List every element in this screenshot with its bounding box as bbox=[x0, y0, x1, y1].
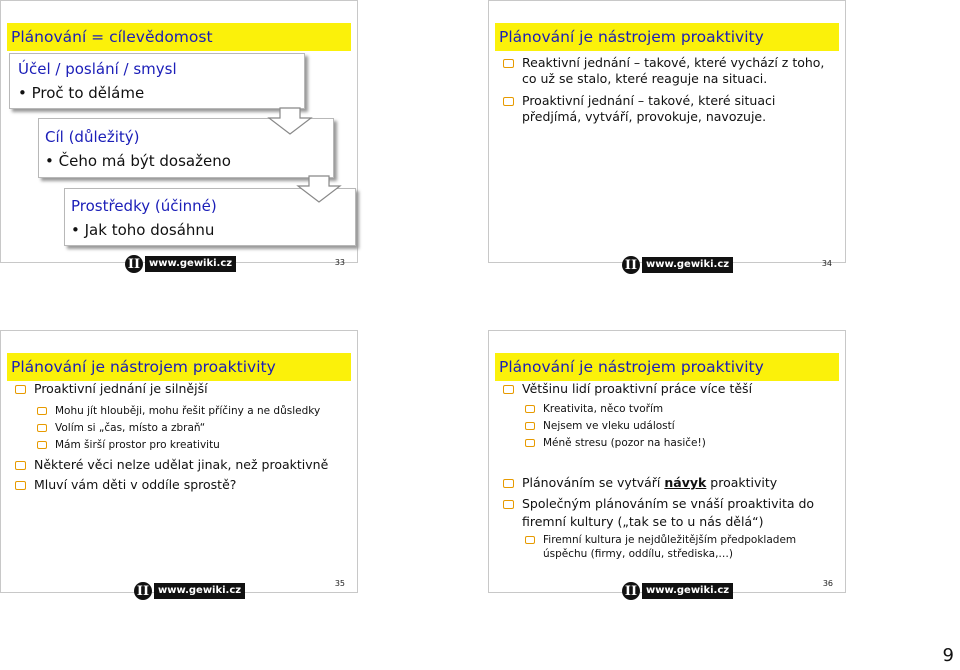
slide-number: 36 bbox=[822, 579, 833, 588]
list-item bbox=[37, 404, 351, 418]
slide-title: Plánování = cílevědomost bbox=[7, 23, 351, 51]
list-item bbox=[525, 419, 839, 433]
bullet-dot: • bbox=[71, 221, 85, 239]
list-item bbox=[503, 55, 839, 87]
item-line: úspěchu (firmy, oddílu, střediska,…) bbox=[543, 548, 733, 560]
slide-36 bbox=[488, 330, 846, 599]
checkbox-bullet-icon bbox=[37, 424, 47, 432]
bullet-dot: • bbox=[18, 84, 32, 102]
item-line: Společným plánováním se vnáší proaktivita do bbox=[522, 496, 815, 511]
item-line: Firemní kultura je nejdůležitějším předpokladem bbox=[543, 534, 797, 546]
checkbox-bullet-icon bbox=[15, 481, 26, 490]
gewiki-logo bbox=[622, 582, 733, 600]
box-heading: Cíl (důležitý) bbox=[45, 128, 140, 146]
checkbox-bullet-icon bbox=[503, 59, 514, 68]
item-text bbox=[522, 475, 777, 491]
box-bullet bbox=[45, 152, 231, 170]
box-bullet-text: Jak toho dosáhnu bbox=[84, 221, 215, 239]
slide-number: 34 bbox=[821, 259, 832, 268]
list-item bbox=[525, 436, 839, 450]
list-item bbox=[503, 381, 839, 397]
bullet-dot: • bbox=[45, 152, 59, 170]
checkbox-bullet-icon bbox=[525, 422, 535, 430]
footer-url: www.gewiki.cz bbox=[642, 257, 733, 273]
list-item bbox=[503, 475, 839, 491]
list-item bbox=[15, 477, 351, 493]
slide-number: 35 bbox=[334, 579, 345, 588]
item-text: Kreativita, něco tvořím bbox=[543, 403, 664, 415]
list-item bbox=[15, 457, 351, 473]
box-bullet bbox=[18, 84, 144, 102]
slide-34 bbox=[488, 0, 846, 273]
slide-footer bbox=[1, 579, 357, 600]
item-line: Reaktivní jednání – takové, které vychází z toho, bbox=[522, 55, 825, 70]
emphasized-word: návyk bbox=[664, 475, 707, 490]
purpose-box bbox=[9, 53, 305, 109]
slide-footer bbox=[489, 579, 845, 600]
list-item bbox=[525, 402, 839, 416]
box-heading: Účel / poslání / smysl bbox=[18, 60, 177, 78]
list-item bbox=[503, 93, 839, 125]
gewiki-logo bbox=[622, 256, 733, 274]
logo-mark: II bbox=[622, 256, 640, 274]
checkbox-bullet-icon bbox=[37, 441, 47, 449]
item-text: Méně stresu (pozor na hasiče!) bbox=[543, 437, 706, 449]
item-text: Mohu jít hlouběji, mohu řešit příčiny a ne důsledky bbox=[55, 405, 321, 417]
checkbox-bullet-icon bbox=[15, 461, 26, 470]
item-line: předjímá, vytváří, provokuje, navozuje. bbox=[522, 109, 767, 124]
logo-mark: II bbox=[622, 582, 640, 600]
footer-url: www.gewiki.cz bbox=[154, 583, 245, 599]
down-arrow-icon bbox=[296, 175, 342, 203]
box-bullet bbox=[71, 221, 214, 239]
slide-title: Plánování je nástrojem proaktivity bbox=[7, 353, 351, 381]
down-arrow-icon bbox=[267, 107, 313, 135]
item-text-part: Plánováním se vytváří bbox=[522, 475, 665, 490]
item-text: Mluví vám děti v oddíle sprostě? bbox=[34, 477, 237, 492]
checkbox-bullet-icon bbox=[525, 536, 535, 544]
box-bullet-text: Proč to děláme bbox=[31, 84, 145, 102]
item-text: Nejsem ve vleku událostí bbox=[543, 420, 675, 432]
checkbox-bullet-icon bbox=[525, 439, 535, 447]
box-bullet-text: Čeho má být dosaženo bbox=[58, 152, 231, 170]
checkbox-bullet-icon bbox=[15, 385, 26, 394]
item-text: Volím si „čas, místo a zbraň“ bbox=[55, 422, 206, 434]
item-line: co už se stalo, které reaguje na situaci. bbox=[522, 71, 768, 86]
checkbox-bullet-icon bbox=[503, 97, 514, 106]
slide-title: Plánování je nástrojem proaktivity bbox=[495, 353, 839, 381]
list-item bbox=[37, 421, 351, 435]
item-text: Většinu lidí proaktivní práce více těší bbox=[522, 381, 753, 396]
item-text: Některé věci nelze udělat jinak, než proaktivně bbox=[34, 457, 329, 472]
checkbox-bullet-icon bbox=[525, 405, 535, 413]
logo-mark: II bbox=[125, 255, 143, 273]
item-line: Proaktivní jednání – takové, které situaci bbox=[522, 93, 776, 108]
item-text-part: proaktivity bbox=[706, 475, 778, 490]
slide-35 bbox=[0, 330, 358, 599]
checkbox-bullet-icon bbox=[503, 385, 514, 394]
slide-number: 33 bbox=[334, 258, 345, 267]
item-line: firemní kultury („tak se to u nás dělá“) bbox=[522, 514, 764, 529]
logo-mark: II bbox=[134, 582, 152, 600]
checkbox-bullet-icon bbox=[503, 500, 514, 509]
list-item bbox=[15, 381, 351, 397]
box-heading: Prostředky (účinné) bbox=[71, 197, 217, 215]
slide-footer bbox=[489, 256, 845, 274]
list-item bbox=[37, 438, 351, 452]
checkbox-bullet-icon bbox=[503, 479, 514, 488]
slide-title: Plánování je nástrojem proaktivity bbox=[495, 23, 839, 51]
list-item bbox=[525, 533, 839, 561]
item-text: Mám širší prostor pro kreativitu bbox=[55, 439, 220, 451]
item-text: Proaktivní jednání je silnější bbox=[34, 381, 208, 396]
gewiki-logo bbox=[125, 255, 236, 273]
slide-footer bbox=[0, 255, 358, 273]
list-item bbox=[503, 496, 839, 530]
footer-url: www.gewiki.cz bbox=[145, 256, 236, 272]
checkbox-bullet-icon bbox=[37, 407, 47, 415]
page-number: 9 bbox=[942, 645, 954, 666]
gewiki-logo bbox=[134, 582, 245, 600]
footer-url: www.gewiki.cz bbox=[642, 583, 733, 599]
